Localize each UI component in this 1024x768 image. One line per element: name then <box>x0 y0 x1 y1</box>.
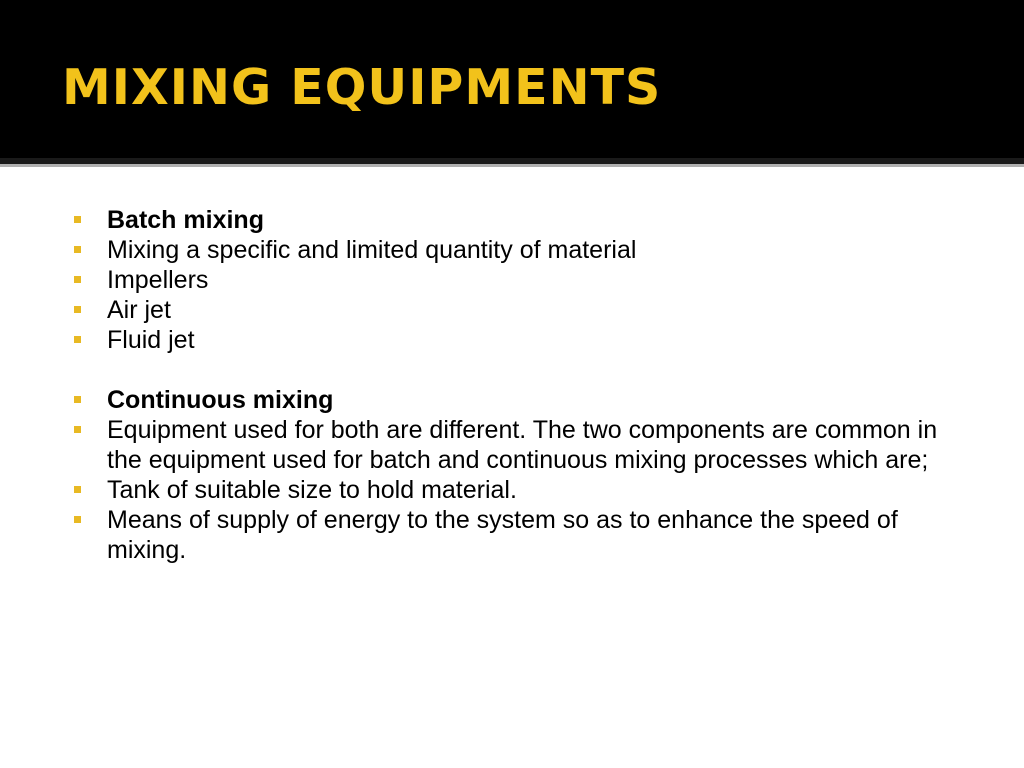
bullet-item <box>72 235 962 265</box>
bullet-text: Mixing a specific and limited quantity of material <box>107 236 637 264</box>
bullet-list <box>72 205 962 565</box>
square-bullet-icon <box>74 426 81 433</box>
bullet-text: Means of supply of energy to the system so as to enhance the speed of mixing. <box>107 506 898 564</box>
bullet-item <box>72 475 962 505</box>
bullet-text: Air jet <box>107 296 171 324</box>
bullet-text: Fluid jet <box>107 326 195 354</box>
bullet-item <box>72 325 962 355</box>
slide-title: MIXING EQUIPMENTS <box>62 59 662 116</box>
bullet-item <box>72 415 962 475</box>
bullet-item <box>72 295 962 325</box>
bullet-text: Continuous mixing <box>107 386 334 414</box>
square-bullet-icon <box>74 336 81 343</box>
bullet-item-continuous-mixing <box>72 385 962 415</box>
square-bullet-icon <box>74 486 81 493</box>
bullet-text: Batch mixing <box>107 206 264 234</box>
square-bullet-icon <box>74 516 81 523</box>
title-divider-light <box>0 164 1024 167</box>
bullet-item <box>72 265 962 295</box>
square-bullet-icon <box>74 396 81 403</box>
square-bullet-icon <box>74 276 81 283</box>
square-bullet-icon <box>74 246 81 253</box>
bullet-text: Impellers <box>107 266 209 294</box>
title-bar <box>0 0 1024 158</box>
bullet-text: Equipment used for both are different. The two components are common in the equipment used for batch and continuous mixing processes which are; <box>107 416 938 474</box>
bullet-item <box>72 505 962 565</box>
square-bullet-icon <box>74 306 81 313</box>
bullet-item-batch-mixing <box>72 205 962 235</box>
bullet-text: Tank of suitable size to hold material. <box>107 476 517 504</box>
square-bullet-icon <box>74 216 81 223</box>
